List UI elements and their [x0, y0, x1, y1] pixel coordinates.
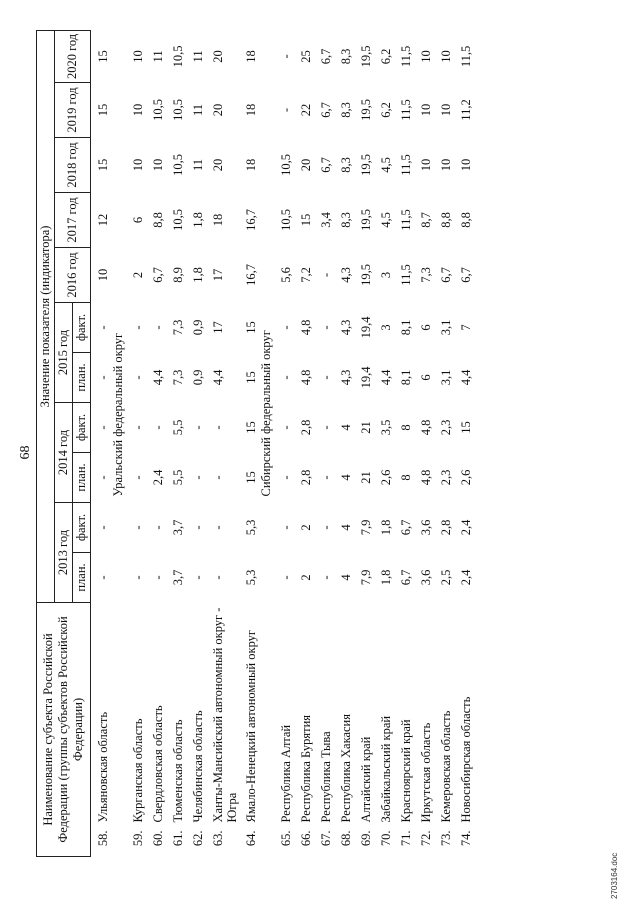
row-index: 61. — [171, 830, 185, 847]
header-fact: факт. — [73, 402, 91, 452]
row-value: - — [96, 375, 110, 380]
row-value: 10,5 — [171, 99, 185, 121]
row-value: 15 — [96, 103, 110, 117]
row-value: 21 — [359, 421, 373, 434]
table-row — [434, 30, 454, 856]
row-value: 6 — [419, 374, 433, 381]
row-value: - — [279, 107, 293, 113]
row-value: - — [279, 475, 293, 480]
row-index: 65. — [279, 830, 293, 847]
row-index: 68. — [339, 830, 353, 847]
row-value: - — [319, 272, 333, 278]
row-value: - — [319, 425, 333, 430]
row-value: 10,5 — [279, 154, 293, 176]
row-value: 10,5 — [151, 99, 165, 121]
row-value: 25 — [299, 50, 313, 63]
header-plan: план. — [73, 452, 91, 502]
row-value: - — [151, 425, 165, 430]
row-subject-name: Свердловская область — [151, 705, 165, 823]
row-value: - — [131, 425, 145, 430]
table-row — [126, 30, 146, 856]
row-value: 6,7 — [319, 102, 333, 118]
page-number: 68 — [18, 445, 33, 460]
row-value: - — [96, 475, 110, 480]
table-row — [274, 30, 294, 856]
row-value: - — [151, 325, 165, 330]
row-index: 66. — [299, 830, 313, 847]
row-value: 4,4 — [379, 369, 393, 386]
table-body — [91, 30, 475, 856]
row-value: - — [319, 325, 333, 330]
row-value: 2 — [299, 574, 313, 581]
row-subject-name: Иркутская область — [419, 722, 433, 823]
row-value: 6,2 — [379, 102, 393, 118]
row-value: 11,5 — [399, 264, 413, 286]
row-value: 10 — [419, 103, 433, 117]
row-subject-name: Республика Алтай — [279, 724, 293, 823]
row-value: 2,8 — [299, 419, 313, 436]
row-value: - — [96, 425, 110, 430]
row-value: - — [211, 525, 225, 530]
row-value: 6,7 — [399, 569, 413, 586]
row-value: 7,9 — [359, 569, 373, 586]
header-indicator: Значение показателя (индикатора) — [37, 30, 55, 602]
row-value: 5,5 — [171, 419, 185, 436]
row-value: 4,5 — [379, 157, 393, 173]
row-value: 2 — [131, 271, 145, 279]
row-index: 71. — [399, 830, 413, 847]
row-value: 21 — [359, 471, 373, 484]
row-value: 10 — [439, 103, 453, 117]
table-row — [166, 30, 186, 856]
row-value: 10 — [151, 158, 165, 172]
row-value: 4,4 — [459, 369, 473, 386]
row-value: 11 — [191, 103, 205, 117]
row-value: 20 — [211, 50, 225, 63]
row-value: 15 — [244, 321, 258, 334]
table-row — [334, 30, 354, 856]
row-value: - — [191, 525, 205, 530]
row-index: 70. — [379, 830, 393, 847]
row-value: 0,9 — [191, 319, 205, 336]
row-value: 17 — [211, 321, 225, 334]
row-value: 12 — [96, 213, 110, 227]
row-value: 8,7 — [419, 212, 433, 228]
row-value: 15 — [96, 158, 110, 172]
row-value: - — [191, 575, 205, 580]
row-value: 3,1 — [439, 369, 453, 386]
row-subject-name: Республика Хакасия — [339, 714, 353, 823]
row-value: - — [96, 525, 110, 530]
row-value: - — [279, 525, 293, 530]
row-value: 6,7 — [459, 267, 473, 283]
row-index: 62. — [191, 830, 205, 847]
row-subject-name: Красноярский край — [399, 719, 413, 823]
table-row — [374, 30, 394, 856]
row-subject-name: Забайкальский край — [379, 715, 393, 823]
row-value: - — [96, 575, 110, 580]
row-value: - — [279, 54, 293, 59]
row-value: 2,6 — [379, 469, 393, 486]
row-value: 10,5 — [171, 209, 185, 231]
row-value: 8,8 — [439, 212, 453, 228]
row-value: 19,5 — [359, 99, 373, 121]
row-value: 7,3 — [171, 319, 185, 336]
row-value: 7,2 — [299, 267, 313, 283]
row-value: - — [211, 475, 225, 480]
row-index: 67. — [319, 830, 333, 847]
row-value: - — [131, 525, 145, 530]
header-fact: факт. — [73, 502, 91, 552]
row-index: 72. — [419, 830, 433, 847]
row-value: 10 — [419, 158, 433, 172]
header-year-2019: 2019 год — [55, 82, 91, 137]
row-value: 8,3 — [339, 157, 353, 173]
row-value: 8,3 — [339, 102, 353, 118]
row-subject-name: Кемеровская область — [439, 710, 453, 823]
row-value: 4 — [339, 524, 353, 531]
row-value: 16,7 — [244, 209, 258, 231]
row-index: 73. — [439, 830, 453, 847]
row-value: 10 — [439, 158, 453, 172]
row-value: 11 — [191, 50, 205, 63]
row-value: 8,1 — [399, 319, 413, 336]
row-value: - — [151, 525, 165, 530]
row-value: - — [319, 575, 333, 580]
row-value: 7,3 — [419, 267, 433, 283]
header-year-2013: 2013 год — [55, 502, 73, 602]
row-value: 3,1 — [439, 319, 453, 336]
row-subject-name: Республика Тыва — [319, 731, 333, 823]
header-year-2017: 2017 год — [55, 192, 91, 247]
group-row — [259, 30, 274, 856]
row-value: 4,3 — [339, 267, 353, 283]
row-value: 6,2 — [379, 48, 393, 65]
row-value: 8 — [399, 424, 413, 431]
row-value: 10 — [439, 50, 453, 63]
row-value: 6 — [419, 324, 433, 331]
row-value: - — [96, 325, 110, 330]
row-value: 10 — [459, 158, 473, 172]
row-value: - — [131, 475, 145, 480]
row-value: 20 — [211, 158, 225, 172]
row-value: 11,5 — [399, 45, 413, 68]
row-value: 19,5 — [359, 45, 373, 68]
group-row — [111, 30, 126, 856]
table-row — [414, 30, 434, 856]
row-value: 11,5 — [459, 45, 473, 68]
row-value: - — [131, 575, 145, 580]
table-row — [354, 30, 374, 856]
header-year-2016: 2016 год — [55, 247, 91, 302]
row-value: 0,9 — [191, 369, 205, 386]
row-value: 4,4 — [211, 369, 225, 386]
row-value: - — [319, 525, 333, 530]
row-value: 4,3 — [339, 369, 353, 386]
row-value: 8,1 — [399, 369, 413, 386]
row-value: 4,5 — [379, 212, 393, 228]
row-value: - — [131, 375, 145, 380]
row-value: 3 — [379, 271, 393, 279]
row-value: - — [151, 575, 165, 580]
group-spacer — [259, 502, 274, 856]
header-subject: Наименование субъекта Российской Федерации (группы субъектов Российской Федерации) — [37, 602, 91, 856]
row-value: 18 — [244, 50, 258, 63]
row-value: 19,5 — [359, 209, 373, 231]
row-value: 19,4 — [359, 316, 373, 339]
row-value: 1,8 — [191, 212, 205, 228]
header-fact: факт. — [73, 302, 91, 352]
header-year-2020: 2020 год — [55, 30, 91, 82]
row-value: 8,8 — [459, 212, 473, 228]
group-label: Уральский федеральный округ — [111, 332, 125, 497]
row-value: 15 — [299, 213, 313, 227]
row-index: 74. — [459, 830, 473, 847]
header-year-2018: 2018 год — [55, 137, 91, 192]
row-value: 15 — [96, 50, 110, 63]
row-value: 11,5 — [399, 99, 413, 121]
row-value: 2 — [299, 524, 313, 531]
row-value: - — [279, 575, 293, 580]
row-value: - — [211, 575, 225, 580]
row-value: 20 — [299, 158, 313, 172]
group-label: Сибирский федеральный округ — [259, 330, 273, 497]
row-value: 7 — [459, 324, 473, 331]
row-subject-name: Ульяновская область — [96, 711, 110, 823]
row-value: 11,2 — [459, 99, 473, 121]
row-value: - — [131, 325, 145, 330]
row-value: 6 — [131, 216, 145, 224]
row-value: 3,6 — [419, 519, 433, 536]
row-value: 19,4 — [359, 366, 373, 389]
row-value: 7,3 — [171, 369, 185, 386]
row-value: 6,7 — [151, 267, 165, 283]
row-value: 11,5 — [399, 154, 413, 176]
row-value: - — [191, 475, 205, 480]
row-value: - — [191, 425, 205, 430]
row-value: 11 — [151, 50, 165, 63]
row-value: - — [319, 475, 333, 480]
row-value: 5,6 — [279, 267, 293, 283]
row-value: 18 — [211, 213, 225, 227]
row-value: 2,4 — [459, 519, 473, 536]
row-value: - — [279, 425, 293, 430]
row-value: 22 — [299, 103, 313, 117]
table-row — [314, 30, 334, 856]
table-row — [454, 30, 474, 856]
row-subject-name: Республика Бурятия — [299, 714, 313, 823]
row-value: 18 — [244, 158, 258, 172]
table-row — [206, 30, 239, 856]
row-value: 1,8 — [191, 267, 205, 283]
row-value: 15 — [244, 371, 258, 384]
row-subject-name: Тюменская область — [171, 719, 185, 823]
row-value: 4,3 — [339, 319, 353, 336]
row-value: 10 — [131, 50, 145, 63]
row-value: - — [279, 375, 293, 380]
row-value: 8,9 — [171, 267, 185, 283]
row-value: - — [319, 375, 333, 380]
row-value: 6,7 — [319, 157, 333, 173]
row-subject-name: Челябинская область — [191, 710, 205, 823]
row-value: 11 — [191, 158, 205, 172]
row-value: 5,3 — [244, 519, 258, 536]
row-value: 10,5 — [171, 154, 185, 176]
group-spacer — [111, 502, 126, 856]
row-value: 8,8 — [151, 212, 165, 228]
row-value: - — [211, 425, 225, 430]
row-value: 6,7 — [319, 48, 333, 65]
row-value: 2,5 — [439, 569, 453, 586]
row-value: 4,8 — [419, 419, 433, 436]
row-value: 8,3 — [339, 212, 353, 228]
row-value: 2,6 — [459, 469, 473, 486]
row-value: 4,8 — [299, 369, 313, 386]
row-value: 15 — [244, 471, 258, 484]
row-value: 3,7 — [171, 519, 185, 536]
row-value: 10 — [419, 50, 433, 63]
row-value: 4 — [339, 424, 353, 431]
row-value: 1,8 — [379, 569, 393, 586]
row-value: 10 — [131, 103, 145, 117]
row-value: 2,3 — [439, 419, 453, 436]
table-row — [146, 30, 166, 856]
row-value: 11,5 — [399, 209, 413, 231]
row-value: 3,6 — [419, 569, 433, 586]
header-year-2014: 2014 год — [55, 402, 73, 502]
header-year-2015: 2015 год — [55, 302, 73, 402]
row-value: 15 — [244, 421, 258, 434]
row-subject-name: Алтайский край — [359, 736, 373, 823]
row-value: 1,8 — [379, 519, 393, 536]
row-value: 6,7 — [399, 519, 413, 536]
row-value: 5,3 — [244, 569, 258, 586]
row-subject-name: Курганская область — [131, 718, 145, 823]
row-value: 19,5 — [359, 264, 373, 286]
table-row — [394, 30, 414, 856]
table-row — [239, 30, 259, 856]
header-plan: план. — [73, 352, 91, 402]
table-row — [294, 30, 314, 856]
row-value: 4,8 — [299, 319, 313, 336]
row-value: 4 — [339, 474, 353, 481]
row-index: 59. — [131, 830, 145, 847]
row-value: 2,8 — [439, 519, 453, 536]
indicator-table — [36, 30, 474, 857]
row-value: 16,7 — [244, 264, 258, 286]
row-value: 2,3 — [439, 469, 453, 486]
row-value: 2,8 — [299, 469, 313, 486]
row-index: 63. — [211, 830, 225, 847]
row-value: 19,5 — [359, 154, 373, 176]
row-value: 6,7 — [439, 267, 453, 283]
row-index: 69. — [359, 830, 373, 847]
row-subject-name: Ханты-Мансийский автономный округ - Югра — [211, 607, 239, 823]
row-subject-name: Ямало-Ненецкий автономный округ — [244, 629, 258, 823]
row-value: - — [279, 325, 293, 330]
row-value: 10 — [96, 268, 110, 282]
table-row — [186, 30, 206, 856]
header-plan: план. — [73, 552, 91, 602]
row-value: 3 — [379, 324, 393, 331]
row-value: 10,5 — [279, 209, 293, 231]
row-value: 20 — [211, 103, 225, 117]
row-value: 10 — [131, 158, 145, 172]
row-subject-name: Новосибирская область — [459, 696, 473, 823]
row-value: 17 — [211, 268, 225, 282]
row-value: 2,4 — [459, 569, 473, 586]
row-value: 4,4 — [151, 369, 165, 386]
row-value: 15 — [459, 421, 473, 434]
row-value: 18 — [244, 103, 258, 117]
footer-filename: 2703164.doc — [610, 852, 619, 899]
row-value: 2,4 — [151, 469, 165, 486]
row-value: 8 — [399, 474, 413, 481]
row-value: 3,5 — [379, 419, 393, 436]
table-row — [91, 30, 112, 856]
row-value: 5,5 — [171, 469, 185, 486]
row-value: 10,5 — [171, 45, 185, 68]
row-value: 3,4 — [319, 212, 333, 228]
row-value: 7,9 — [359, 519, 373, 536]
row-index: 58. — [96, 830, 110, 847]
row-value: 4,8 — [419, 469, 433, 486]
row-index: 60. — [151, 830, 165, 847]
row-value: 8,3 — [339, 48, 353, 65]
row-value: 3,7 — [171, 569, 185, 586]
row-index: 64. — [244, 830, 258, 847]
row-value: 4 — [339, 574, 353, 581]
